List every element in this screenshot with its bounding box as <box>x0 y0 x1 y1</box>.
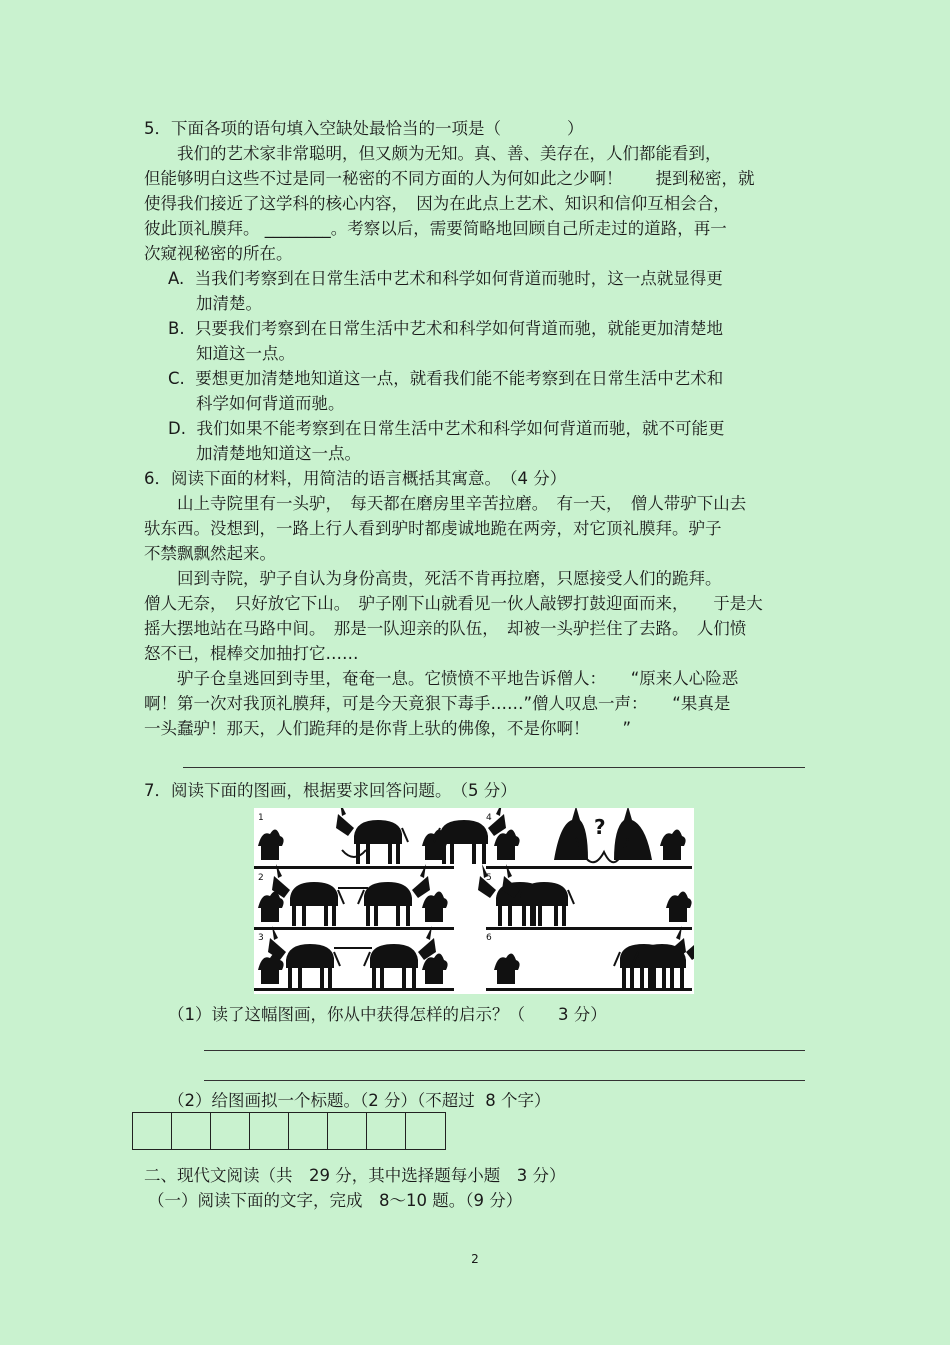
svg-text:4: 4 <box>486 813 492 823</box>
q6-passage-line: 驴子仓皇逃回到寺里，奄奄一息。它愤愤不平地告诉僧人： “原来人心险恶 <box>144 669 739 688</box>
svg-text:1: 1 <box>258 813 264 823</box>
svg-text:5: 5 <box>486 873 492 883</box>
q5-option-a-cont: 加清楚。 <box>196 294 262 313</box>
q5-option-a: A. 当我们考察到在日常生活中艺术和科学如何背道而驰时，这一点就显得更 <box>168 269 723 288</box>
page-number: 2 <box>471 1252 479 1266</box>
q6-passage-line: 啊！第一次对我顶礼膜拜，可是今天竟狠下毒手……”僧人叹息一声： “果真是 <box>144 694 731 713</box>
answer-box[interactable] <box>328 1113 367 1149</box>
q5-option-d: D. 我们如果不能考察到在日常生活中艺术和科学如何背道而驰，就不可能更 <box>168 419 725 438</box>
q6-passage-line: 怒不已，棍棒交加抽打它…… <box>144 644 359 663</box>
q6-passage-line: 不禁飘飘然起来。 <box>144 544 276 563</box>
comic-panel-5 <box>478 864 692 930</box>
svg-text:?: ? <box>594 815 606 839</box>
q6-passage-line: 回到寺院，驴子自认为身份高贵，死活不肯再拉磨，只愿接受人们的跪拜。 <box>144 569 722 588</box>
title-answer-grid <box>132 1112 446 1150</box>
comic-panel-4 <box>486 808 692 869</box>
comic-panel-3 <box>254 926 454 991</box>
q6-answer-line[interactable] <box>183 767 805 768</box>
answer-box[interactable] <box>289 1113 328 1149</box>
q6-passage-line: 摇大摆地站在马路中间。 那是一队迎亲的队伍， 却被一头驴拦住了去路。 人们愤 <box>144 619 747 638</box>
q6-stem: 6．阅读下面的材料，用简洁的语言概括其寓意。 （4 分） <box>144 469 567 488</box>
q6-passage-line: 僧人无奈， 只好放它下山。 驴子刚下山就看见一伙人敲锣打鼓迎面而来， 于是大 <box>144 594 763 613</box>
section2-title: 二、现代文阅读（共 29 分，其中选择题每小题 3 分） <box>144 1166 566 1185</box>
answer-box[interactable] <box>367 1113 406 1149</box>
q5-passage-line: 次窥视秘密的所在。 <box>144 244 293 263</box>
comic-panel-1 <box>254 808 506 869</box>
q5-option-c: C. 要想更加清楚地知道这一点，就看我们能不能考察到在日常生活中艺术和 <box>168 369 724 388</box>
answer-box[interactable] <box>406 1113 445 1149</box>
answer-box[interactable] <box>133 1113 172 1149</box>
q7-sub1-answer-line-2[interactable] <box>204 1080 805 1081</box>
q6-passage-line: 山上寺院里有一头驴， 每天都在磨房里辛苦拉磨。 有一天， 僧人带驴下山去 <box>144 494 747 513</box>
comic-panel-2 <box>254 864 454 930</box>
comic-panel-6 <box>486 926 694 991</box>
q7-sub2: （2）给图画拟一个标题。（2 分）（不超过 8 个字） <box>168 1091 551 1110</box>
svg-text:6: 6 <box>486 933 492 943</box>
q5-passage-line: 彼此顶礼膜拜。 ________。考察以后，需要简略地回顾自己所走过的道路，再一 <box>144 219 727 238</box>
q5-stem: 5．下面各项的语句填入空缺处最恰当的一项是（ ） <box>144 119 584 138</box>
q5-option-b-cont: 知道这一点。 <box>196 344 295 363</box>
donkey-comic-image <box>254 808 694 994</box>
q5-passage-line: 我们的艺术家非常聪明，但又颇为无知。真、善、美存在，人们都能看到， <box>144 144 722 163</box>
q6-passage-line: 一头蠢驴！那天，人们跪拜的是你背上驮的佛像，不是你啊！ ” <box>144 719 632 738</box>
q7-sub1-answer-line-1[interactable] <box>204 1050 805 1051</box>
q5-passage-line: 使得我们接近了这学科的核心内容， 因为在此点上艺术、知识和信仰互相会合， <box>144 194 730 213</box>
answer-box[interactable] <box>172 1113 211 1149</box>
answer-box[interactable] <box>250 1113 289 1149</box>
q7-stem: 7．阅读下面的图画，根据要求回答问题。 （5 分） <box>144 781 517 800</box>
svg-text:3: 3 <box>258 933 264 943</box>
q5-option-b: B. 只要我们考察到在日常生活中艺术和科学如何背道而驰，就能更加清楚地 <box>168 319 724 338</box>
section2-subtitle: （一）阅读下面的文字，完成 8～10 题。（9 分） <box>148 1191 523 1210</box>
q7-sub1: （1）读了这幅图画，你从中获得怎样的启示？（ 3 分） <box>168 1005 607 1024</box>
q5-passage-line: 但能够明白这些不过是同一秘密的不同方面的人为何如此之少啊！ 提到秘密，就 <box>144 169 755 188</box>
q6-passage-line: 驮东西。没想到，一路上行人看到驴时都虔诚地跪在两旁，对它顶礼膜拜。驴子 <box>144 519 722 538</box>
svg-text:2: 2 <box>258 873 264 883</box>
q5-option-c-cont: 科学如何背道而驰。 <box>196 394 345 413</box>
answer-box[interactable] <box>211 1113 250 1149</box>
q5-option-d-cont: 加清楚地知道这一点。 <box>196 444 361 463</box>
